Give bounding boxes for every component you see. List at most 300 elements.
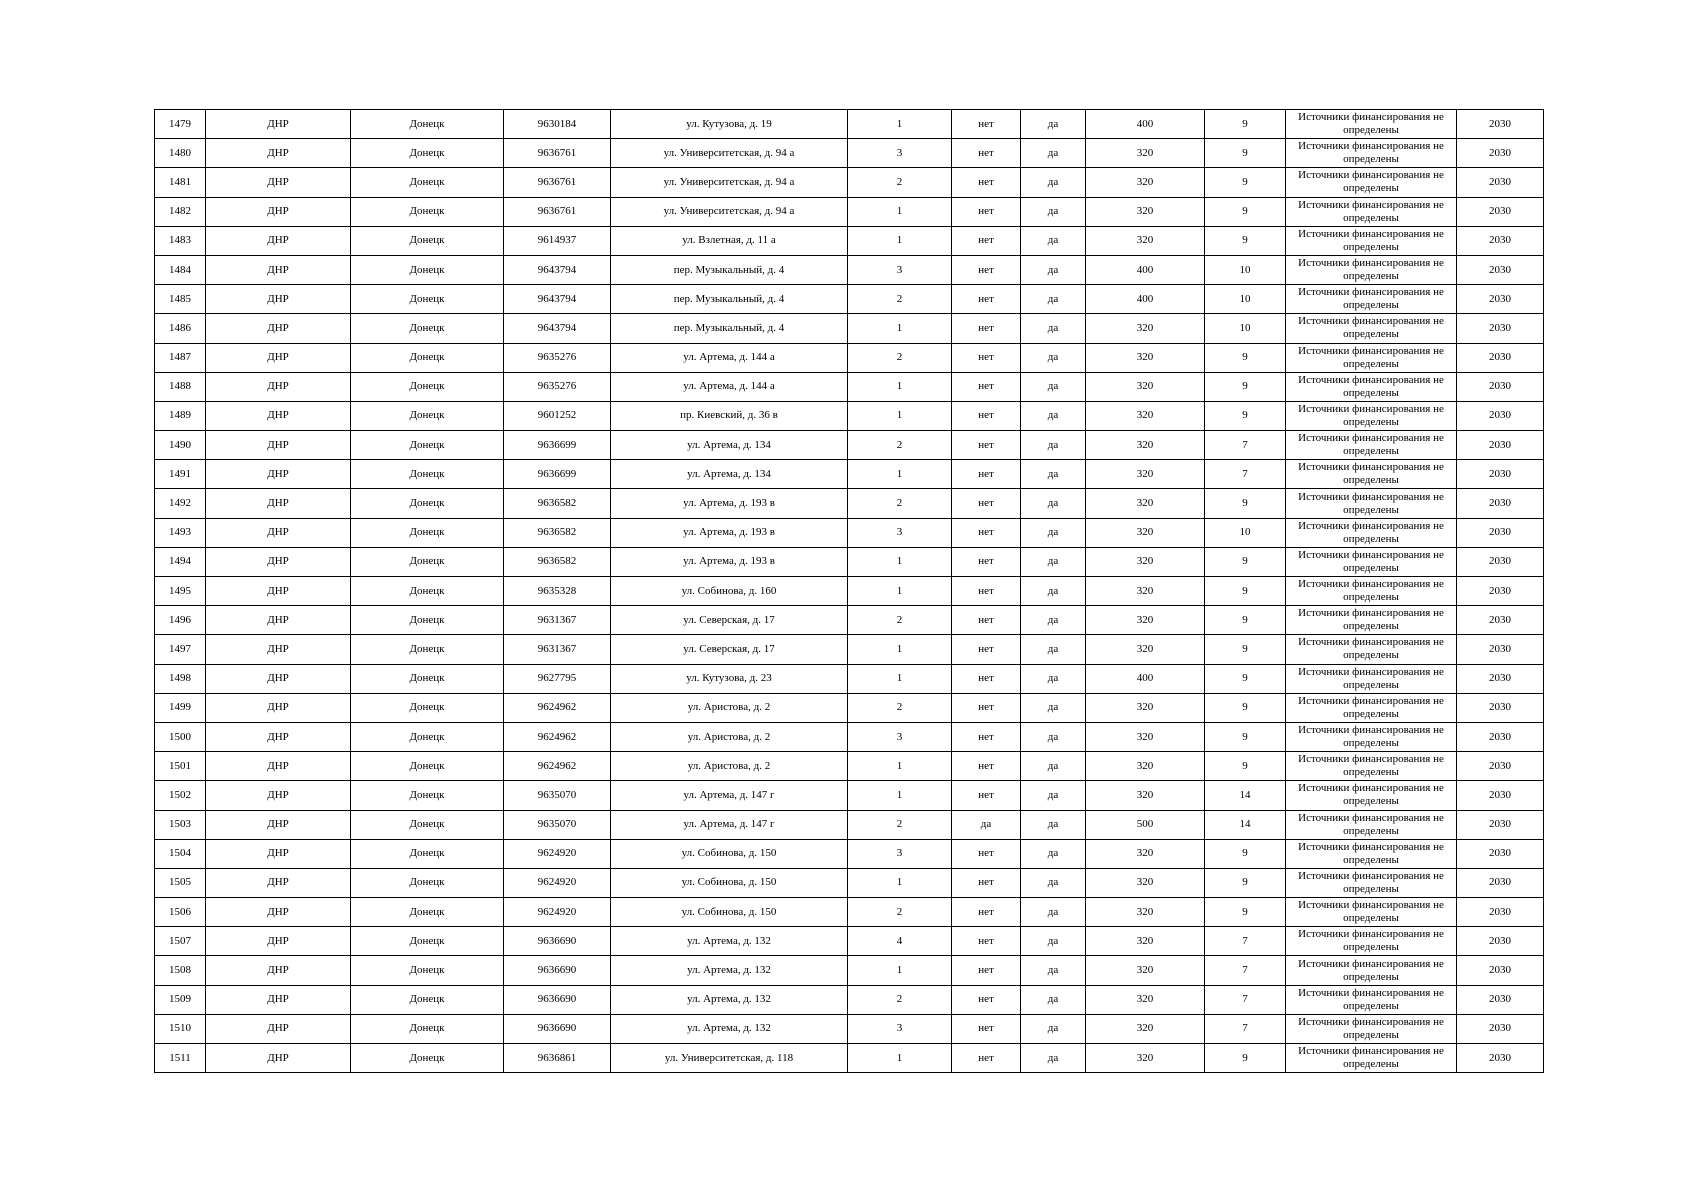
entrance-cell: 1	[848, 372, 952, 401]
row-number-cell: 1501	[155, 752, 206, 781]
flag-cell-2: да	[1021, 110, 1086, 139]
floors-cell: 9	[1205, 547, 1286, 576]
flag-cell-1: нет	[952, 547, 1021, 576]
year-cell: 2030	[1457, 139, 1544, 168]
region-cell: ДНР	[206, 110, 351, 139]
capacity-cell: 320	[1086, 898, 1205, 927]
year-cell: 2030	[1457, 547, 1544, 576]
funding-source-cell: Источники финансирования не определены	[1286, 664, 1457, 693]
building-id-cell: 9636582	[504, 547, 611, 576]
entrance-cell: 1	[848, 110, 952, 139]
address-cell: ул. Северская, д. 17	[611, 606, 848, 635]
funding-source-cell: Источники финансирования не определены	[1286, 577, 1457, 606]
table-row	[155, 722, 1544, 751]
funding-source-cell: Источники финансирования не определены	[1286, 1044, 1457, 1073]
flag-cell-1: нет	[952, 343, 1021, 372]
table-row	[155, 898, 1544, 927]
entrance-cell: 3	[848, 139, 952, 168]
entrance-cell: 1	[848, 401, 952, 430]
address-cell: ул. Артема, д. 144 а	[611, 372, 848, 401]
building-id-cell: 9631367	[504, 606, 611, 635]
table-row	[155, 226, 1544, 255]
year-cell: 2030	[1457, 781, 1544, 810]
funding-source-cell: Источники финансирования не определены	[1286, 139, 1457, 168]
flag-cell-1: нет	[952, 781, 1021, 810]
capacity-cell: 320	[1086, 314, 1205, 343]
building-id-cell: 9636699	[504, 431, 611, 460]
flag-cell-2: да	[1021, 460, 1086, 489]
building-id-cell: 9624920	[504, 868, 611, 897]
table-row	[155, 168, 1544, 197]
city-cell: Донецк	[351, 401, 504, 430]
capacity-cell: 400	[1086, 664, 1205, 693]
address-cell: пер. Музыкальный, д. 4	[611, 314, 848, 343]
floors-cell: 9	[1205, 693, 1286, 722]
year-cell: 2030	[1457, 285, 1544, 314]
entrance-cell: 1	[848, 547, 952, 576]
region-cell: ДНР	[206, 577, 351, 606]
capacity-cell: 320	[1086, 927, 1205, 956]
address-cell: ул. Собинова, д. 150	[611, 898, 848, 927]
address-cell: ул. Кутузова, д. 19	[611, 110, 848, 139]
table-row	[155, 1044, 1544, 1073]
funding-source-cell: Источники финансирования не определены	[1286, 255, 1457, 284]
table-row	[155, 110, 1544, 139]
flag-cell-1: нет	[952, 518, 1021, 547]
building-id-cell: 9636761	[504, 197, 611, 226]
funding-source-cell: Источники финансирования не определены	[1286, 489, 1457, 518]
city-cell: Донецк	[351, 226, 504, 255]
building-id-cell: 9643794	[504, 285, 611, 314]
funding-source-cell: Источники финансирования не определены	[1286, 868, 1457, 897]
flag-cell-2: да	[1021, 168, 1086, 197]
flag-cell-1: нет	[952, 285, 1021, 314]
entrance-cell: 3	[848, 255, 952, 284]
floors-cell: 9	[1205, 664, 1286, 693]
address-cell: ул. Артема, д. 147 г	[611, 781, 848, 810]
flag-cell-1: нет	[952, 635, 1021, 664]
entrance-cell: 1	[848, 460, 952, 489]
year-cell: 2030	[1457, 168, 1544, 197]
capacity-cell: 500	[1086, 810, 1205, 839]
year-cell: 2030	[1457, 460, 1544, 489]
flag-cell-2: да	[1021, 868, 1086, 897]
capacity-cell: 320	[1086, 577, 1205, 606]
funding-source-cell: Источники финансирования не определены	[1286, 635, 1457, 664]
region-cell: ДНР	[206, 664, 351, 693]
flag-cell-1: нет	[952, 868, 1021, 897]
region-cell: ДНР	[206, 255, 351, 284]
building-id-cell: 9624962	[504, 693, 611, 722]
row-number-cell: 1507	[155, 927, 206, 956]
floors-cell: 10	[1205, 255, 1286, 284]
funding-source-cell: Источники финансирования не определены	[1286, 985, 1457, 1014]
address-cell: ул. Артема, д. 132	[611, 1014, 848, 1043]
floors-cell: 14	[1205, 810, 1286, 839]
address-cell: ул. Аристова, д. 2	[611, 693, 848, 722]
flag-cell-1: да	[952, 810, 1021, 839]
row-number-cell: 1503	[155, 810, 206, 839]
row-number-cell: 1498	[155, 664, 206, 693]
city-cell: Донецк	[351, 752, 504, 781]
address-cell: ул. Северская, д. 17	[611, 635, 848, 664]
city-cell: Донецк	[351, 314, 504, 343]
floors-cell: 7	[1205, 1014, 1286, 1043]
city-cell: Донецк	[351, 197, 504, 226]
entrance-cell: 2	[848, 693, 952, 722]
flag-cell-1: нет	[952, 927, 1021, 956]
row-number-cell: 1510	[155, 1014, 206, 1043]
address-cell: ул. Артема, д. 144 а	[611, 343, 848, 372]
entrance-cell: 2	[848, 431, 952, 460]
flag-cell-2: да	[1021, 927, 1086, 956]
funding-source-cell: Источники финансирования не определены	[1286, 226, 1457, 255]
city-cell: Донецк	[351, 577, 504, 606]
flag-cell-2: да	[1021, 985, 1086, 1014]
entrance-cell: 2	[848, 168, 952, 197]
funding-source-cell: Источники финансирования не определены	[1286, 956, 1457, 985]
table-row	[155, 431, 1544, 460]
city-cell: Донецк	[351, 664, 504, 693]
city-cell: Донецк	[351, 606, 504, 635]
city-cell: Донецк	[351, 1014, 504, 1043]
floors-cell: 9	[1205, 110, 1286, 139]
funding-source-cell: Источники финансирования не определены	[1286, 168, 1457, 197]
entrance-cell: 1	[848, 635, 952, 664]
flag-cell-2: да	[1021, 314, 1086, 343]
flag-cell-2: да	[1021, 752, 1086, 781]
flag-cell-2: да	[1021, 781, 1086, 810]
entrance-cell: 3	[848, 839, 952, 868]
capacity-cell: 320	[1086, 226, 1205, 255]
table-row	[155, 606, 1544, 635]
year-cell: 2030	[1457, 1014, 1544, 1043]
building-id-cell: 9630184	[504, 110, 611, 139]
address-cell: ул. Кутузова, д. 23	[611, 664, 848, 693]
city-cell: Донецк	[351, 635, 504, 664]
flag-cell-2: да	[1021, 1044, 1086, 1073]
row-number-cell: 1511	[155, 1044, 206, 1073]
year-cell: 2030	[1457, 664, 1544, 693]
table-row	[155, 927, 1544, 956]
flag-cell-1: нет	[952, 606, 1021, 635]
funding-source-cell: Источники финансирования не определены	[1286, 1014, 1457, 1043]
region-cell: ДНР	[206, 518, 351, 547]
row-number-cell: 1492	[155, 489, 206, 518]
region-cell: ДНР	[206, 635, 351, 664]
capacity-cell: 320	[1086, 518, 1205, 547]
table-row	[155, 255, 1544, 284]
flag-cell-1: нет	[952, 110, 1021, 139]
row-number-cell: 1494	[155, 547, 206, 576]
row-number-cell: 1509	[155, 985, 206, 1014]
address-cell: ул. Артема, д. 193 в	[611, 489, 848, 518]
address-cell: ул. Аристова, д. 2	[611, 722, 848, 751]
table-row	[155, 285, 1544, 314]
capacity-cell: 320	[1086, 868, 1205, 897]
building-id-cell: 9636690	[504, 956, 611, 985]
entrance-cell: 2	[848, 898, 952, 927]
entrance-cell: 2	[848, 606, 952, 635]
entrance-cell: 1	[848, 781, 952, 810]
year-cell: 2030	[1457, 898, 1544, 927]
city-cell: Донецк	[351, 285, 504, 314]
flag-cell-1: нет	[952, 460, 1021, 489]
year-cell: 2030	[1457, 606, 1544, 635]
city-cell: Донецк	[351, 722, 504, 751]
table-row	[155, 343, 1544, 372]
funding-source-cell: Источники финансирования не определены	[1286, 927, 1457, 956]
building-id-cell: 9624920	[504, 839, 611, 868]
table-row	[155, 868, 1544, 897]
flag-cell-1: нет	[952, 752, 1021, 781]
entrance-cell: 3	[848, 518, 952, 547]
flag-cell-2: да	[1021, 489, 1086, 518]
year-cell: 2030	[1457, 577, 1544, 606]
building-id-cell: 9636690	[504, 985, 611, 1014]
city-cell: Донецк	[351, 956, 504, 985]
floors-cell: 9	[1205, 168, 1286, 197]
funding-source-cell: Источники финансирования не определены	[1286, 314, 1457, 343]
entrance-cell: 1	[848, 1044, 952, 1073]
entrance-cell: 1	[848, 197, 952, 226]
entrance-cell: 1	[848, 664, 952, 693]
flag-cell-1: нет	[952, 401, 1021, 430]
capacity-cell: 320	[1086, 722, 1205, 751]
region-cell: ДНР	[206, 314, 351, 343]
address-cell: ул. Артема, д. 193 в	[611, 518, 848, 547]
flag-cell-1: нет	[952, 168, 1021, 197]
region-cell: ДНР	[206, 898, 351, 927]
floors-cell: 14	[1205, 781, 1286, 810]
building-id-cell: 9635276	[504, 372, 611, 401]
table-row	[155, 1014, 1544, 1043]
flag-cell-2: да	[1021, 839, 1086, 868]
address-cell: ул. Университетская, д. 94 а	[611, 168, 848, 197]
city-cell: Донецк	[351, 985, 504, 1014]
flag-cell-2: да	[1021, 431, 1086, 460]
building-id-cell: 9636690	[504, 927, 611, 956]
entrance-cell: 1	[848, 868, 952, 897]
region-cell: ДНР	[206, 401, 351, 430]
flag-cell-1: нет	[952, 372, 1021, 401]
capacity-cell: 320	[1086, 1014, 1205, 1043]
floors-cell: 10	[1205, 314, 1286, 343]
city-cell: Донецк	[351, 839, 504, 868]
capacity-cell: 320	[1086, 606, 1205, 635]
table-row	[155, 314, 1544, 343]
year-cell: 2030	[1457, 927, 1544, 956]
building-id-cell: 9643794	[504, 314, 611, 343]
capacity-cell: 400	[1086, 285, 1205, 314]
region-cell: ДНР	[206, 752, 351, 781]
registry-table-body	[155, 110, 1544, 1073]
funding-source-cell: Источники финансирования не определены	[1286, 285, 1457, 314]
entrance-cell: 2	[848, 489, 952, 518]
row-number-cell: 1502	[155, 781, 206, 810]
capacity-cell: 320	[1086, 489, 1205, 518]
floors-cell: 9	[1205, 343, 1286, 372]
entrance-cell: 3	[848, 722, 952, 751]
flag-cell-1: нет	[952, 898, 1021, 927]
floors-cell: 9	[1205, 139, 1286, 168]
flag-cell-1: нет	[952, 226, 1021, 255]
row-number-cell: 1490	[155, 431, 206, 460]
capacity-cell: 400	[1086, 255, 1205, 284]
building-id-cell: 9624962	[504, 722, 611, 751]
flag-cell-2: да	[1021, 518, 1086, 547]
floors-cell: 9	[1205, 606, 1286, 635]
year-cell: 2030	[1457, 693, 1544, 722]
year-cell: 2030	[1457, 752, 1544, 781]
region-cell: ДНР	[206, 868, 351, 897]
year-cell: 2030	[1457, 839, 1544, 868]
city-cell: Донецк	[351, 547, 504, 576]
address-cell: ул. Артема, д. 193 в	[611, 547, 848, 576]
floors-cell: 9	[1205, 868, 1286, 897]
floors-cell: 9	[1205, 226, 1286, 255]
flag-cell-1: нет	[952, 722, 1021, 751]
city-cell: Донецк	[351, 343, 504, 372]
city-cell: Донецк	[351, 693, 504, 722]
capacity-cell: 320	[1086, 372, 1205, 401]
region-cell: ДНР	[206, 722, 351, 751]
city-cell: Донецк	[351, 1044, 504, 1073]
row-number-cell: 1487	[155, 343, 206, 372]
year-cell: 2030	[1457, 401, 1544, 430]
funding-source-cell: Источники финансирования не определены	[1286, 431, 1457, 460]
address-cell: ул. Собинова, д. 150	[611, 839, 848, 868]
floors-cell: 9	[1205, 197, 1286, 226]
region-cell: ДНР	[206, 226, 351, 255]
capacity-cell: 320	[1086, 460, 1205, 489]
funding-source-cell: Источники финансирования не определены	[1286, 839, 1457, 868]
building-id-cell: 9636699	[504, 460, 611, 489]
building-id-cell: 9635328	[504, 577, 611, 606]
capacity-cell: 320	[1086, 168, 1205, 197]
building-id-cell: 9627795	[504, 664, 611, 693]
region-cell: ДНР	[206, 956, 351, 985]
flag-cell-2: да	[1021, 255, 1086, 284]
funding-source-cell: Источники финансирования не определены	[1286, 810, 1457, 839]
flag-cell-1: нет	[952, 489, 1021, 518]
funding-source-cell: Источники финансирования не определены	[1286, 898, 1457, 927]
row-number-cell: 1499	[155, 693, 206, 722]
funding-source-cell: Источники финансирования не определены	[1286, 606, 1457, 635]
floors-cell: 7	[1205, 431, 1286, 460]
funding-source-cell: Источники финансирования не определены	[1286, 781, 1457, 810]
flag-cell-1: нет	[952, 197, 1021, 226]
flag-cell-2: да	[1021, 898, 1086, 927]
address-cell: ул. Артема, д. 132	[611, 985, 848, 1014]
building-id-cell: 9601252	[504, 401, 611, 430]
capacity-cell: 320	[1086, 956, 1205, 985]
address-cell: пер. Музыкальный, д. 4	[611, 285, 848, 314]
funding-source-cell: Источники финансирования не определены	[1286, 518, 1457, 547]
capacity-cell: 320	[1086, 752, 1205, 781]
entrance-cell: 2	[848, 285, 952, 314]
flag-cell-2: да	[1021, 693, 1086, 722]
year-cell: 2030	[1457, 985, 1544, 1014]
address-cell: ул. Артема, д. 132	[611, 956, 848, 985]
floors-cell: 9	[1205, 372, 1286, 401]
address-cell: пр. Киевский, д. 36 в	[611, 401, 848, 430]
region-cell: ДНР	[206, 460, 351, 489]
table-row	[155, 372, 1544, 401]
year-cell: 2030	[1457, 722, 1544, 751]
city-cell: Донецк	[351, 460, 504, 489]
building-id-cell: 9635070	[504, 781, 611, 810]
address-cell: ул. Университетская, д. 118	[611, 1044, 848, 1073]
year-cell: 2030	[1457, 518, 1544, 547]
building-id-cell: 9635276	[504, 343, 611, 372]
entrance-cell: 1	[848, 752, 952, 781]
table-row	[155, 401, 1544, 430]
table-row	[155, 693, 1544, 722]
row-number-cell: 1480	[155, 139, 206, 168]
row-number-cell: 1505	[155, 868, 206, 897]
region-cell: ДНР	[206, 606, 351, 635]
flag-cell-1: нет	[952, 431, 1021, 460]
floors-cell: 9	[1205, 898, 1286, 927]
region-cell: ДНР	[206, 168, 351, 197]
row-number-cell: 1497	[155, 635, 206, 664]
funding-source-cell: Источники финансирования не определены	[1286, 343, 1457, 372]
row-number-cell: 1483	[155, 226, 206, 255]
building-id-cell: 9635070	[504, 810, 611, 839]
entrance-cell: 2	[848, 343, 952, 372]
row-number-cell: 1493	[155, 518, 206, 547]
row-number-cell: 1495	[155, 577, 206, 606]
capacity-cell: 320	[1086, 693, 1205, 722]
floors-cell: 9	[1205, 401, 1286, 430]
flag-cell-1: нет	[952, 985, 1021, 1014]
entrance-cell: 1	[848, 577, 952, 606]
entrance-cell: 1	[848, 956, 952, 985]
year-cell: 2030	[1457, 635, 1544, 664]
funding-source-cell: Источники финансирования не определены	[1286, 547, 1457, 576]
region-cell: ДНР	[206, 985, 351, 1014]
table-row	[155, 839, 1544, 868]
row-number-cell: 1481	[155, 168, 206, 197]
row-number-cell: 1484	[155, 255, 206, 284]
floors-cell: 10	[1205, 285, 1286, 314]
city-cell: Донецк	[351, 372, 504, 401]
address-cell: пер. Музыкальный, д. 4	[611, 255, 848, 284]
flag-cell-2: да	[1021, 372, 1086, 401]
entrance-cell: 2	[848, 810, 952, 839]
address-cell: ул. Собинова, д. 150	[611, 868, 848, 897]
building-id-cell: 9636761	[504, 168, 611, 197]
table-row	[155, 577, 1544, 606]
capacity-cell: 320	[1086, 839, 1205, 868]
flag-cell-1: нет	[952, 664, 1021, 693]
address-cell: ул. Собинова, д. 160	[611, 577, 848, 606]
building-id-cell: 9624920	[504, 898, 611, 927]
city-cell: Донецк	[351, 168, 504, 197]
floors-cell: 9	[1205, 722, 1286, 751]
city-cell: Донецк	[351, 110, 504, 139]
region-cell: ДНР	[206, 810, 351, 839]
year-cell: 2030	[1457, 372, 1544, 401]
address-cell: ул. Университетская, д. 94 а	[611, 197, 848, 226]
building-id-cell: 9636582	[504, 489, 611, 518]
city-cell: Донецк	[351, 518, 504, 547]
funding-source-cell: Источники финансирования не определены	[1286, 401, 1457, 430]
row-number-cell: 1491	[155, 460, 206, 489]
capacity-cell: 320	[1086, 781, 1205, 810]
floors-cell: 9	[1205, 1044, 1286, 1073]
